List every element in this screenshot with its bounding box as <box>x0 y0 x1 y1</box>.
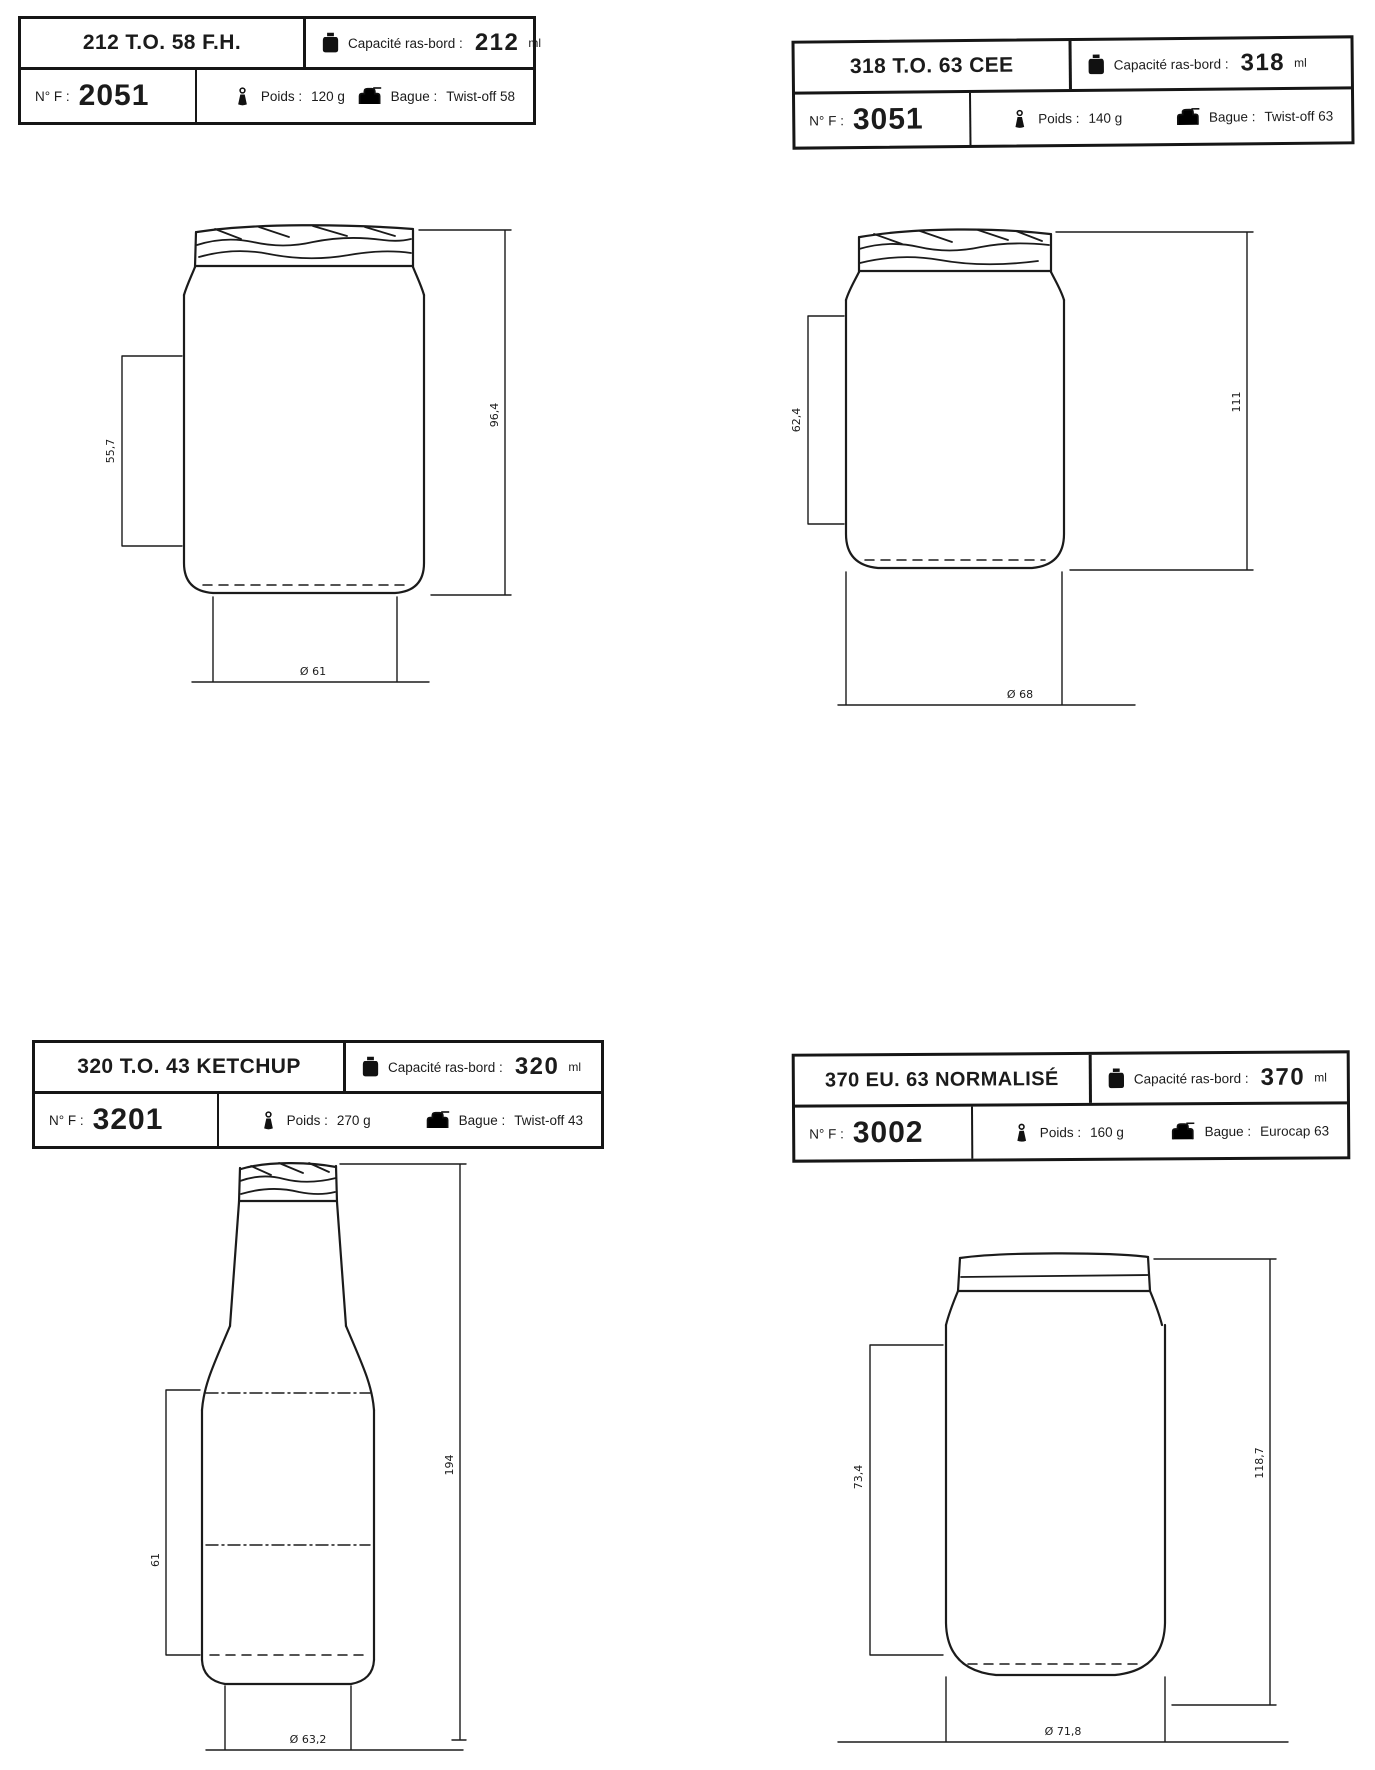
spec-header-318 <box>791 35 1354 149</box>
capacity-value: 318 <box>1240 48 1286 77</box>
weight-spec <box>1012 1121 1124 1143</box>
weight-value: 270 g <box>336 1112 371 1128</box>
capacity-cell <box>306 19 549 67</box>
header-row-1 <box>21 19 542 70</box>
capacity-cell <box>346 1043 601 1091</box>
spec-header-212 <box>18 16 542 125</box>
ring-label: Bague : <box>390 88 438 104</box>
nf-value: 3002 <box>852 1115 924 1150</box>
nf-label: N° F : <box>809 1125 844 1142</box>
ring-spec <box>1176 105 1334 129</box>
header-row-2 <box>35 1094 601 1146</box>
capacity-cell <box>1072 38 1351 89</box>
body-height-dim-label: 73,4 <box>852 1464 865 1490</box>
jar-icon <box>322 32 339 54</box>
jar-icon <box>1108 1068 1125 1090</box>
jar-drawing-212 <box>95 215 525 715</box>
header-row-2 <box>21 70 533 122</box>
header-row-2 <box>795 89 1351 146</box>
weight-spec <box>259 1110 371 1131</box>
nf-value: 3201 <box>92 1103 164 1136</box>
ring-value: Eurocap 63 <box>1260 1122 1330 1139</box>
body-height-dim-label: 62,4 <box>790 407 803 433</box>
weight-label: Poids : <box>286 1112 328 1128</box>
ring-label: Bague : <box>458 1112 506 1128</box>
cap-ring-icon <box>426 1109 450 1131</box>
product-title: 318 T.O. 63 CEE <box>795 41 1072 92</box>
capacity-label: Capacité ras-bord : <box>1133 1070 1249 1087</box>
capacity-label: Capacité ras-bord : <box>1113 56 1229 73</box>
weight-icon <box>1012 1122 1031 1143</box>
ring-spec <box>358 85 515 107</box>
body-height-dim-label: 61 <box>149 1553 162 1567</box>
weight-value: 120 g <box>311 88 345 104</box>
capacity-unit: ml <box>528 36 542 50</box>
weight-icon <box>233 86 252 107</box>
nf-cell <box>795 93 971 147</box>
ring-label: Bague : <box>1208 108 1256 125</box>
ring-spec <box>1171 1119 1329 1142</box>
capacity-cell <box>1092 1053 1347 1103</box>
weight-icon <box>1010 108 1029 129</box>
product-title: 320 T.O. 43 KETCHUP <box>35 1043 346 1091</box>
product-title: 370 EU. 63 NORMALISÉ <box>795 1055 1092 1105</box>
nf-value: 3051 <box>852 102 924 137</box>
header-row-1 <box>35 1043 601 1094</box>
capacity-label: Capacité ras-bord : <box>348 35 463 51</box>
capacity-unit: ml <box>1294 55 1307 70</box>
spec-header-370 <box>792 1050 1351 1162</box>
total-height-dim-label: 96,4 <box>488 402 501 428</box>
total-height-dim-label: 111 <box>1230 391 1243 413</box>
jar-icon <box>362 1056 379 1078</box>
product-title: 212 T.O. 58 F.H. <box>21 19 306 67</box>
ring-value: Twist-off 58 <box>446 88 515 104</box>
nf-label: N° F : <box>49 1112 84 1128</box>
total-height-dim-label: 118,7 <box>1253 1447 1266 1479</box>
nf-cell <box>795 1107 973 1160</box>
total-height-dim-label: 194 <box>443 1454 456 1476</box>
ring-spec <box>426 1109 583 1131</box>
weight-icon <box>259 1110 278 1131</box>
capacity-unit: ml <box>1314 1070 1327 1085</box>
weight-spec <box>1010 107 1122 129</box>
nf-cell <box>21 70 197 122</box>
weight-value: 140 g <box>1088 110 1123 126</box>
diameter-dim-label: Ø 71,8 <box>1044 1725 1082 1738</box>
header-row-1 <box>795 38 1351 94</box>
bottle-drawing-320 <box>148 1150 488 1766</box>
capacity-value: 370 <box>1260 1063 1306 1091</box>
cap-ring-icon <box>1171 1120 1195 1142</box>
jar-drawing-370 <box>758 1245 1318 1770</box>
body-height-dim-label: 55,7 <box>104 438 117 464</box>
capacity-unit: ml <box>568 1060 582 1074</box>
cap-ring-icon <box>1176 106 1200 128</box>
nf-cell <box>35 1094 219 1146</box>
weight-label: Poids : <box>1038 110 1080 126</box>
nf-label: N° F : <box>35 88 70 104</box>
ring-label: Bague : <box>1204 1123 1252 1139</box>
header-row-2 <box>795 1104 1347 1159</box>
header-row-1 <box>795 1053 1347 1107</box>
weight-label: Poids : <box>260 88 303 104</box>
diameter-dim-label: Ø 61 <box>299 665 327 678</box>
weight-label: Poids : <box>1039 1124 1082 1140</box>
nf-label: N° F : <box>809 112 844 129</box>
diameter-dim-label: Ø 68 <box>1006 688 1034 701</box>
jar-icon <box>1088 54 1105 76</box>
capacity-value: 320 <box>514 1053 560 1080</box>
spec-header-320 <box>32 1040 604 1149</box>
weight-value: 160 g <box>1090 1124 1124 1140</box>
diameter-dim-label: Ø 63,2 <box>289 1733 327 1746</box>
capacity-value: 212 <box>474 29 520 56</box>
ring-value: Twist-off 43 <box>514 1112 583 1128</box>
cap-ring-icon <box>358 85 382 107</box>
ring-value: Twist-off 63 <box>1264 108 1334 124</box>
weight-spec <box>233 86 345 107</box>
capacity-label: Capacité ras-bord : <box>388 1059 503 1075</box>
jar-drawing-318 <box>770 222 1260 722</box>
nf-value: 2051 <box>78 79 150 112</box>
